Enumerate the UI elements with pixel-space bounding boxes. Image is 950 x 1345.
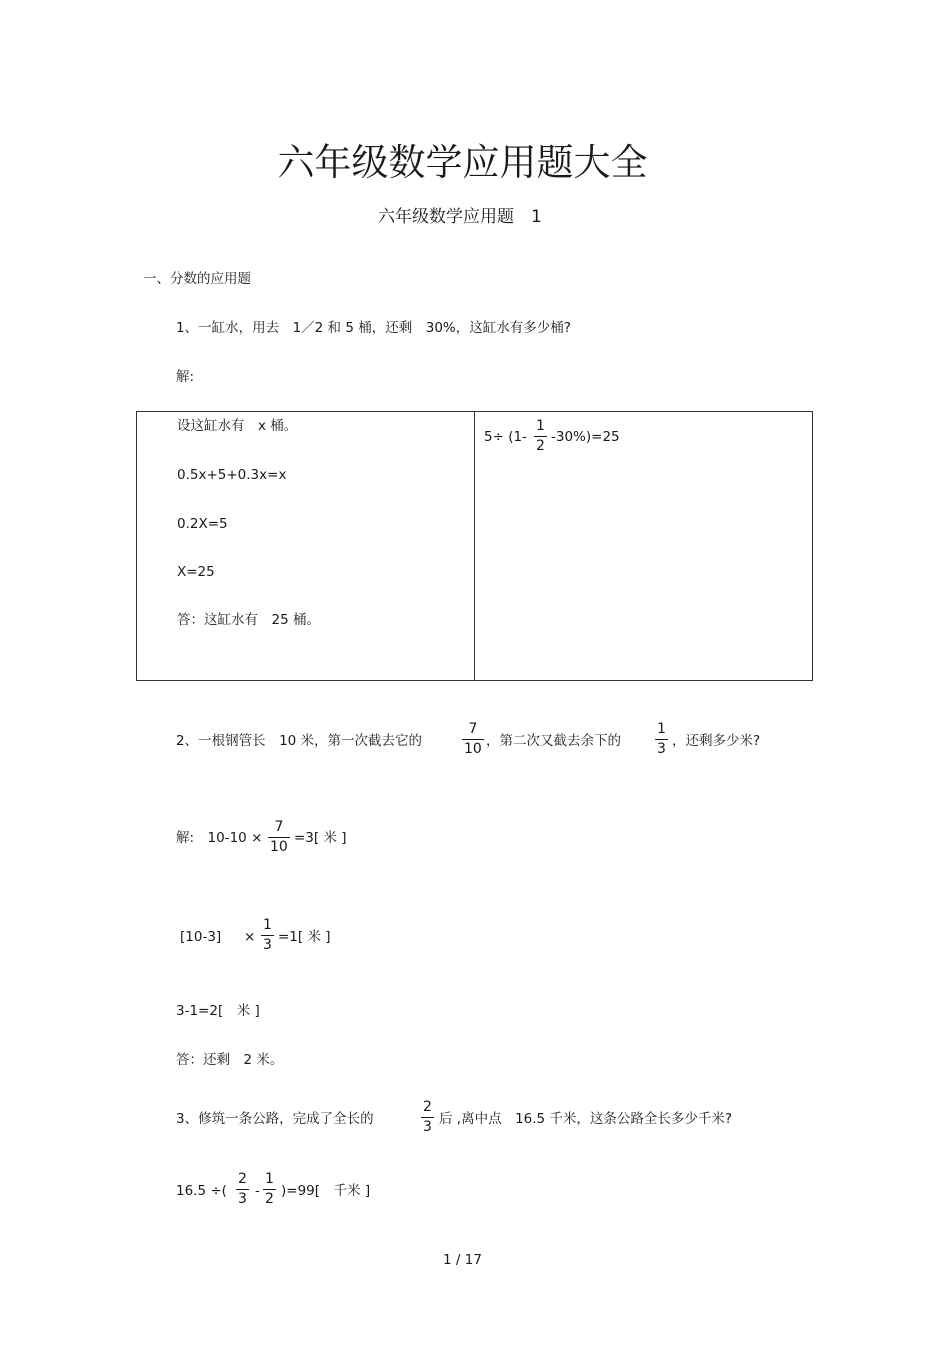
question-2-part-a: 2、一根钢管长 10 米，第一次截去它的 [176,733,423,749]
fraction-denominator: 3 [263,937,272,953]
page-number: 1 / 17 [443,1252,482,1268]
fraction-numerator: 1 [265,1171,274,1187]
q1-right-fraction [534,418,547,455]
fraction-numerator: 1 [536,418,545,434]
fraction-denominator: 3 [657,741,666,757]
q3-step-suffix: )=99[ 千米 ] [281,1183,371,1199]
q2-step-2-times: × [244,929,256,945]
q2-step-1-suffix: =3[ 米 ] [294,830,347,846]
q2-fraction-1 [462,721,484,758]
q3-fraction [421,1099,434,1136]
q2-answer: 答：还剩 2 米。 [176,1052,284,1068]
fraction-numerator: 1 [657,721,666,737]
page-subtitle: 六年级数学应用题 1 [378,207,542,227]
question-2-part-b: ，第二次又截去余下的 [486,733,621,749]
q1-left-answer: 答：这缸水有 25 桶。 [177,612,320,628]
solution-table [136,411,813,681]
q2-step-2-suffix: =1[ 米 ] [278,929,331,945]
q1-left-line-4: X=25 [177,564,215,580]
q2-step-1-prefix: 解: 10-10 × [176,830,263,846]
fraction-bar [261,935,274,936]
q2-step-2-fraction [261,917,274,954]
q1-left-line-1: 设这缸水有 x 桶。 [177,418,298,434]
q3-step-fraction-a [236,1171,249,1208]
q2-step-3: 3-1=2[ 米 ] [176,1003,260,1019]
q2-step-1-fraction [268,819,290,856]
question-2-part-c: ，还剩多少米? [672,733,761,749]
fraction-bar [534,436,547,437]
fraction-numerator: 2 [423,1099,432,1115]
fraction-denominator: 10 [464,741,482,757]
q3-step-prefix: 16.5 ÷( [176,1183,227,1199]
question-1-jie: 解: [176,369,195,385]
fraction-numerator: 7 [274,819,284,835]
fraction-denominator: 10 [270,839,288,855]
q1-left-line-3: 0.2X=5 [177,516,228,532]
fraction-numerator: 7 [468,721,478,737]
q3-step-minus: - [255,1183,260,1199]
fraction-bar [236,1189,249,1190]
fraction-numerator: 1 [263,917,272,933]
q2-fraction-2 [655,721,668,758]
q1-right-prefix: 5÷ (1- [484,429,527,445]
fraction-bar [462,739,484,740]
q2-step-2-prefix: [10-3] [180,929,222,945]
question-3-part-b: 后 ,离中点 16.5 千米，这条公路全长多少千米? [439,1111,733,1127]
fraction-denominator: 2 [265,1191,274,1207]
question-1: 1、一缸水，用去 1／2 和 5 桶，还剩 30%，这缸水有多少桶? [176,320,571,336]
fraction-denominator: 3 [238,1191,247,1207]
section-heading: 一、分数的应用题 [143,271,251,287]
q3-step-fraction-b [263,1171,276,1208]
fraction-bar [263,1189,276,1190]
page-title: 六年级数学应用题大全 [277,141,648,184]
question-3-part-a: 3、修筑一条公路，完成了全长的 [176,1111,374,1127]
fraction-denominator: 2 [536,438,545,454]
q1-right-suffix: -30%)=25 [551,429,620,445]
q1-left-line-2: 0.5x+5+0.3x=x [177,467,287,483]
fraction-numerator: 2 [238,1171,247,1187]
fraction-bar [421,1117,434,1118]
table-divider [474,412,475,680]
fraction-bar [655,739,668,740]
fraction-bar [268,837,290,838]
fraction-denominator: 3 [423,1119,432,1135]
